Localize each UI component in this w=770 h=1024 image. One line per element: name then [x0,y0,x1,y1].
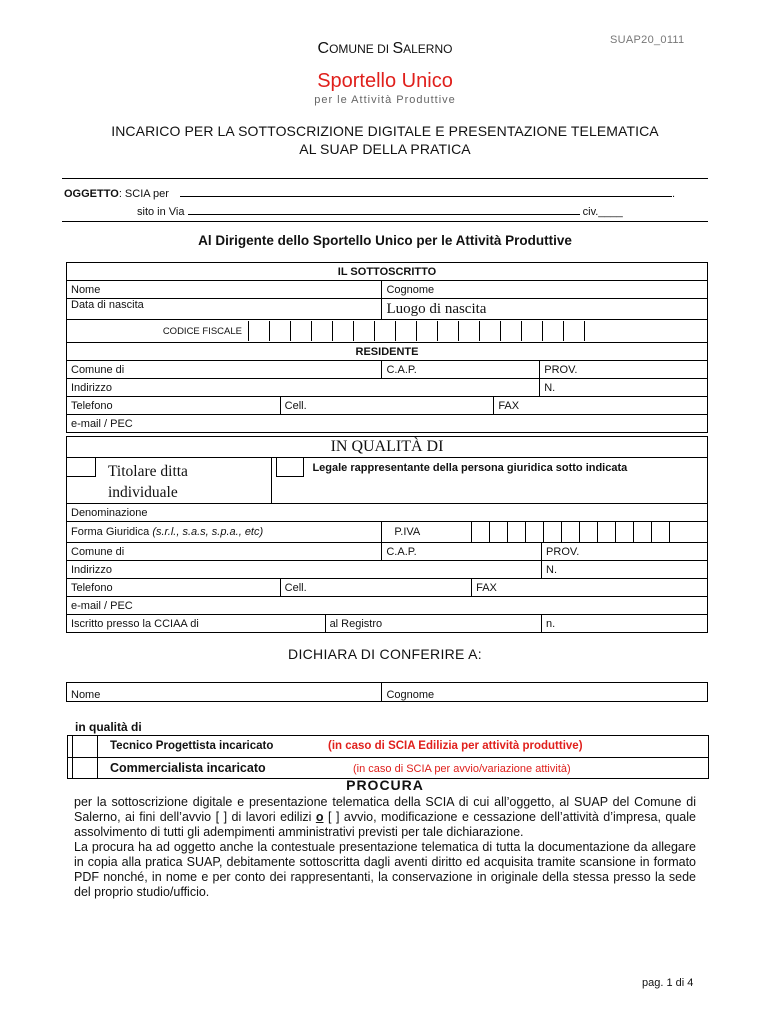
commercialista-note: (in caso di SCIA per avvio/variazione attività) [353,763,571,775]
res-telefono-field[interactable]: Telefono [67,397,281,415]
imp-indirizzo-field[interactable]: Indirizzo [67,561,542,579]
oggetto-section: OGGETTO: SCIA per . sito in Via civ.____ [62,178,708,222]
page-number: pag. 1 di 4 [642,977,694,989]
piva-box[interactable] [634,522,652,542]
denominazione-field[interactable]: Denominazione [67,504,708,522]
tecnico-checkbox[interactable] [98,736,106,757]
cognome-field[interactable]: Cognome [382,281,708,299]
res-numero-field[interactable]: N. [540,379,708,397]
cf-box[interactable] [417,321,438,341]
titolare-checkbox[interactable] [67,458,96,477]
sottoscritto-title: IL SOTTOSCRITTO [67,263,708,281]
cf-box[interactable] [312,321,333,341]
inc-nome-field[interactable]: Nome [67,683,382,702]
dichiara-heading: DICHIARA DI CONFERIRE A: [288,646,482,662]
res-prov-field[interactable]: PROV. [540,361,708,379]
piva-box[interactable] [598,522,616,542]
incaricato-options [67,735,709,779]
cf-box[interactable] [480,321,501,341]
registro-field[interactable]: al Registro [325,615,541,633]
scia-per-field[interactable] [180,186,672,197]
res-cell-field[interactable]: Cell. [280,397,494,415]
addressee: Al Dirigente dello Sportello Unico per le Attività Produttive [198,233,572,248]
imp-numero-field[interactable]: N. [542,561,708,579]
res-comune-field[interactable]: Comune di [67,361,382,379]
sportello-subtitle: per le Attività Produttive [314,94,456,106]
qualita-table [66,436,708,504]
piva-box[interactable] [652,522,670,542]
legale-checkbox[interactable] [276,458,304,477]
piva-box[interactable] [562,522,580,542]
cf-box[interactable] [270,321,291,341]
piva-box[interactable] [472,522,490,542]
piva-box[interactable] [670,522,688,542]
cf-box[interactable] [459,321,480,341]
oggetto-label: OGGETTO [64,188,119,200]
imp-fax-field[interactable]: FAX [472,579,708,597]
codice-fiscale-label: CODICE FISCALE [162,325,242,337]
in-qualita-label: in qualità di [75,720,142,734]
imp-cell-field[interactable]: Cell. [280,579,471,597]
piva-box[interactable] [580,522,598,542]
res-indirizzo-field[interactable]: Indirizzo [67,379,540,397]
res-email-field[interactable]: e-mail / PEC [67,415,708,433]
data-nascita-field[interactable]: Data di nascita [67,299,382,320]
cf-box[interactable] [564,321,585,341]
qualita-title: IN QUALITÀ DI [67,437,708,458]
impresa-table [66,503,708,633]
tecnico-label: Tecnico Progettista incaricato [110,740,274,752]
incaricato-table [66,682,708,702]
procura-paragraph-2: La procura ha ad oggetto anche la contestuale presentazione telematica di tutta la documentazione da allegare in copia alla pratica SUAP, debitamente sottoscritta dagli aventi diritto ed acquisita tramite scansione in formato PDF nonché, in nome e per conto dei rappresentanti, la conservazione in originale della stessa presso la sede del proprio studio/ufficio. [74,840,696,899]
legale-label: Legale rappresentante della persona giuridica sotto indicata [312,462,628,474]
commercialista-checkbox[interactable] [98,757,106,778]
res-fax-field[interactable]: FAX [494,397,708,415]
codice-fiscale-row [67,320,708,343]
sportello-title: Sportello Unico [317,70,453,92]
imp-email-field[interactable]: e-mail / PEC [67,597,708,615]
piva-box[interactable] [616,522,634,542]
titolare-option[interactable] [67,458,272,504]
cf-box[interactable] [438,321,459,341]
imp-cap-field[interactable]: C.A.P. [382,543,542,561]
titolare-label: Titolare ditta individuale [108,463,188,501]
piva-box[interactable] [526,522,544,542]
procura-text [74,795,696,900]
comune-title: COMUNE DI SALERNO [317,40,453,57]
cf-box[interactable] [522,321,543,341]
commercialista-label: Commercialista incaricato [110,761,266,775]
cf-box[interactable] [501,321,522,341]
sito-via-label: sito in Via [137,206,185,218]
cf-box[interactable] [543,321,564,341]
nome-field[interactable]: Nome [67,281,382,299]
imp-comune-field[interactable]: Comune di [67,543,382,561]
res-cap-field[interactable]: C.A.P. [382,361,540,379]
document-heading: INCARICO PER LA SOTTOSCRIZIONE DIGITALE E PRESENTAZIONE TELEMATICA AL SUAP DELLA PRATICA [111,123,659,157]
cf-box[interactable] [249,321,270,341]
luogo-nascita-field[interactable]: Luogo di nascita [382,299,708,320]
forma-giuridica-field[interactable]: Forma Giuridica (s.r.l., s.a.s, s.p.a., etc) [67,522,382,543]
cf-box[interactable] [333,321,354,341]
cf-box[interactable] [396,321,417,341]
document-code: SUAP20_0111 [610,34,685,46]
cf-box[interactable] [291,321,312,341]
cciaa-field[interactable]: Iscritto presso la CCIAA di [67,615,326,633]
piva-box[interactable] [544,522,562,542]
via-field[interactable] [188,204,580,215]
imp-prov-field[interactable]: PROV. [542,543,708,561]
civ-field[interactable]: civ.____ [582,206,623,218]
cf-box[interactable] [354,321,375,341]
cf-box[interactable] [375,321,396,341]
procura-paragraph-1: per la sottoscrizione digitale e presentazione telematica della SCIA di cui all’oggetto, al SUAP del Comune di Salerno, ai fini dell’avvio [ ] di lavori edilizi o [ ] avvio, modificazione e cessazione dell’attività d’impresa, quale assolvimento di tutti gli adempimenti amministrativi previsti per tale dichiarazione. [74,795,696,839]
piva-box[interactable] [490,522,508,542]
sottoscritto-table [66,262,708,433]
registro-numero-field[interactable]: n. [542,615,708,633]
piva-boxes[interactable] [472,522,708,543]
piva-label: P.IVA [382,522,472,543]
piva-box[interactable] [508,522,526,542]
procura-title: PROCURA [346,777,424,793]
legale-option[interactable] [272,458,708,504]
inc-cognome-field[interactable]: Cognome [382,683,708,702]
tecnico-note: (in caso di SCIA Edilizia per attività produttive) [328,740,583,752]
imp-telefono-field[interactable]: Telefono [67,579,281,597]
residente-title: RESIDENTE [67,343,708,361]
